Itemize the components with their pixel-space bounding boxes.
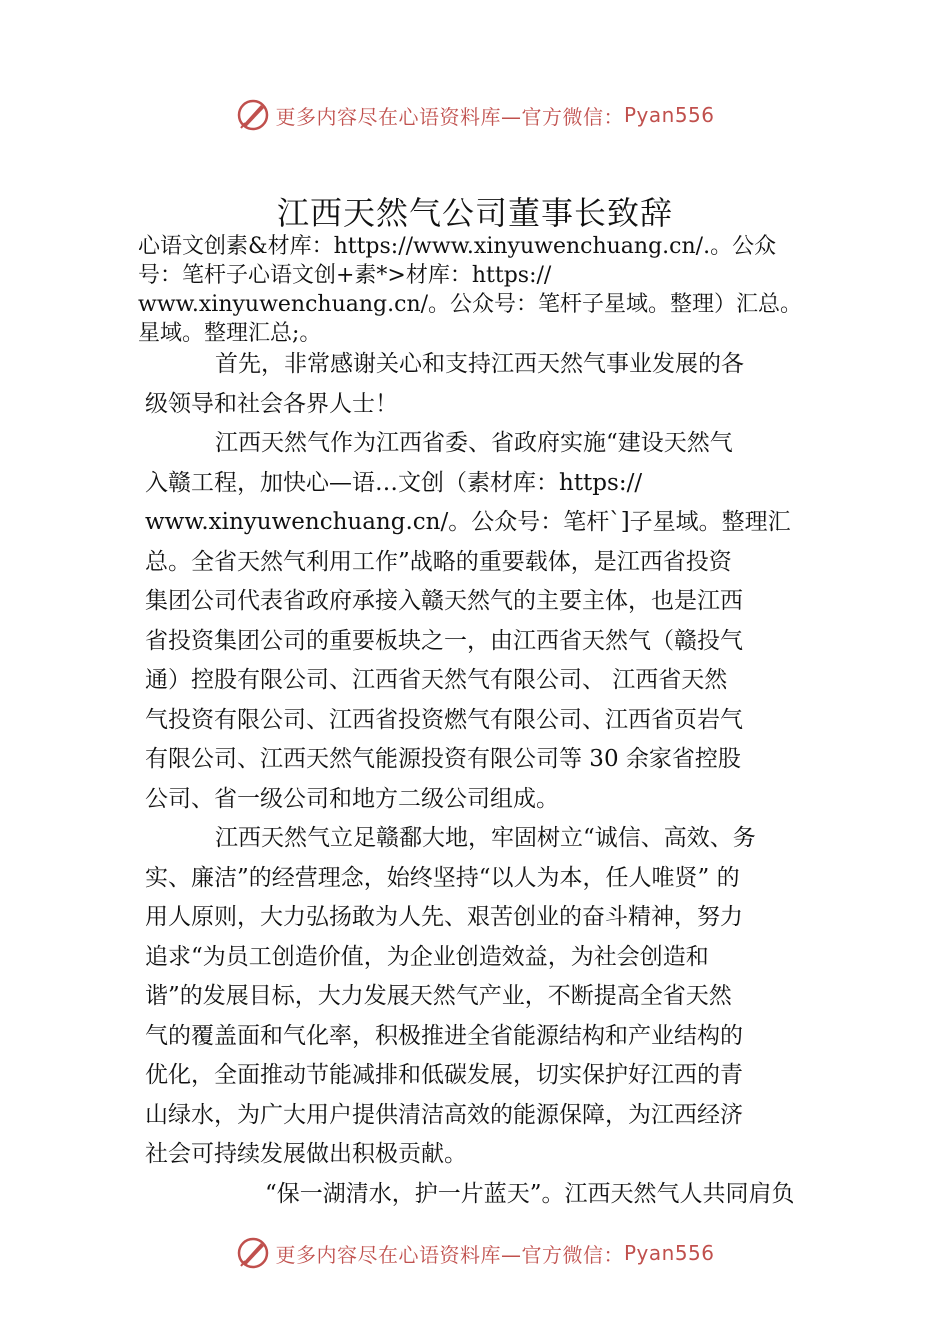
- quill-pen-logo-icon: [235, 1235, 271, 1271]
- paragraph-line: 入赣工程，加快心—语…文创（素材库：https://: [145, 469, 643, 496]
- paragraph-line: 气的覆盖面和气化率，积极推进全省能源结构和产业结构的: [145, 1022, 743, 1049]
- paragraph-line: 山绿水，为广大用户提供清洁高效的能源保障，为江西经济: [145, 1101, 743, 1128]
- paragraph-line: 谐”的发展目标，大力发展天然气产业，不断提高全省天然: [145, 983, 732, 1009]
- source-line: 星域。整理汇总;。: [138, 321, 322, 346]
- paragraph-line: 有限公司、江西天然气能源投资有限公司等 30 余家省控股: [145, 746, 741, 772]
- document-body: [145, 345, 825, 1214]
- paragraph-line: 实、廉洁”的经营理念，始终坚持“以人为本，任人唯贤” 的: [145, 864, 740, 891]
- page-title: 江西天然气公司董事长致辞: [276, 194, 673, 232]
- paragraph-line: 级领导和社会各界人士！: [145, 390, 398, 417]
- paragraph-line: “保一湖清水，护一片蓝天”。江西天然气人共同肩负: [265, 1180, 795, 1207]
- paragraph-line: 优化，全面推动节能减排和低碳发展，切实保护好江西的青: [145, 1062, 743, 1088]
- paragraph-line: 首先，非常感谢关心和支持江西天然气事业发展的各: [215, 351, 744, 377]
- quill-pen-logo-icon: [235, 97, 271, 133]
- source-line: 心语文创素&材库：https://www.xinyuwenchuang.cn/.。公众: [138, 234, 777, 259]
- paragraph-line: 总。全省天然气利用工作”战略的重要载体，是江西省投资: [145, 548, 732, 575]
- paragraph-line: 江西天然气作为江西省委、省政府实施“建设天然气: [215, 430, 733, 456]
- footer-banner-wechat: Pyan556: [623, 1241, 715, 1265]
- source-line: 号：笔杆子心语文创+素*>材库：https://: [138, 263, 552, 288]
- header-banner-text: 更多内容尽在心语资料库—官方微信：: [275, 104, 624, 129]
- paragraph-line: 省投资集团公司的重要板块之一，由江西省天然气（赣投气: [145, 627, 743, 654]
- paragraph-line: 用人原则，大力弘扬敢为人先、艰苦创业的奋斗精神，努力: [145, 904, 743, 930]
- paragraph-line: 通）控股有限公司、江西省天然气有限公司、 江西省天然: [145, 667, 728, 693]
- paragraph-line: 社会可持续发展做出积极贡献。: [145, 1141, 467, 1167]
- paragraph-line: 公司、省一级公司和地方二级公司组成。: [145, 785, 559, 812]
- header-banner-wechat: Pyan556: [623, 103, 715, 127]
- header-banner: [0, 95, 950, 135]
- source-note: [138, 232, 838, 348]
- paragraph-line: 江西天然气立足赣鄱大地，牢固树立“诚信、高效、务: [215, 825, 756, 851]
- footer-banner: [0, 1233, 950, 1273]
- paragraph-line: www.xinyuwenchuang.cn/。公众号：笔杆`]子星域。整理汇: [145, 509, 791, 535]
- paragraph-line: 追求“为员工创造价值，为企业创造效益，为社会创造和: [145, 943, 709, 970]
- source-line: www.xinyuwenchuang.cn/。公众号：笔杆子星域。整理）汇总。: [138, 292, 803, 317]
- paragraph-line: 集团公司代表省政府承接入赣天然气的主要主体，也是江西: [145, 588, 743, 614]
- footer-banner-text: 更多内容尽在心语资料库—官方微信：: [275, 1242, 624, 1267]
- paragraph-line: 气投资有限公司、江西省投资燃气有限公司、江西省页岩气: [145, 706, 743, 733]
